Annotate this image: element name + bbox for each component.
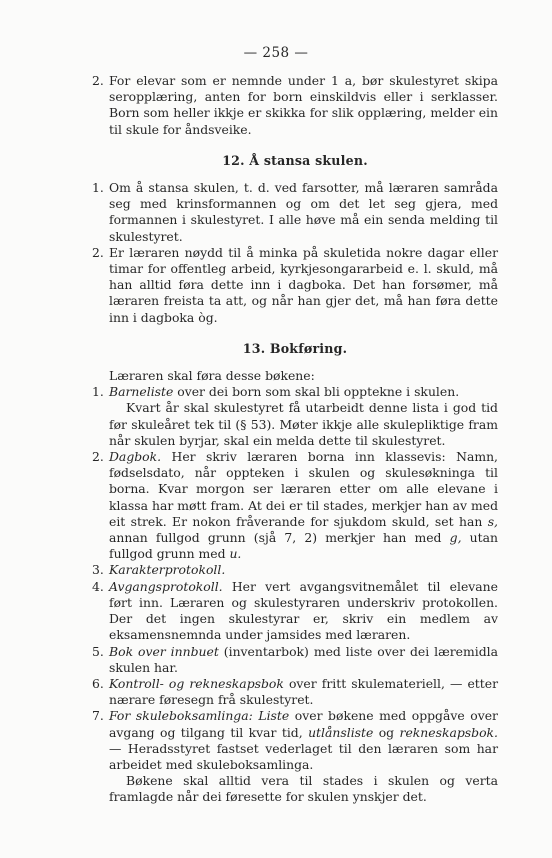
item-text: [109, 644, 498, 676]
list-item: [92, 245, 498, 326]
item-body: over bøkene med oppgåve over avgang og tilgang til kvar tid,: [109, 708, 498, 740]
item-term: Barneliste: [109, 384, 174, 400]
item-body: over fritt skulemateriell, — etter nærare føresegn frå skulestyret.: [109, 675, 498, 708]
item-number: 4.: [92, 578, 104, 594]
item-term: rekneskapsbok.: [399, 724, 498, 740]
item-text: [109, 384, 498, 400]
item-number: 3.: [92, 562, 104, 578]
item-number: 1.: [92, 384, 104, 400]
list-item: [92, 644, 498, 676]
item-number: 7.: [92, 708, 104, 724]
list-item: [92, 579, 498, 644]
item-paragraph: Bøkene skal alltid vera til stades i skulen og verta framlagde når dei føresette for skulen ynskjer det.: [109, 773, 498, 805]
item-text: For elevar som er nemnde under 1 a, bør skulestyret skipa seropplæring, anten for born einskildvis eller i serklasser. Born som heller ikkje er skikka for slik opplæring, melder ein til skule for åndsveike.: [109, 73, 498, 137]
item-body: Her vert avgangsvitnemålet til elevane ført inn. Læraren og skulestyraren underskriv protokollen. Der det ingen skulestyrar er, skriv ein medlem av eksamensnemnda under jamsides med læraren.: [109, 578, 498, 643]
section-heading-13: 13. Bokføring.: [242, 340, 348, 356]
page-number: — 258 —: [243, 45, 309, 61]
list-item: [92, 562, 498, 578]
list-item: [92, 73, 498, 138]
item-text: [109, 579, 498, 644]
item-body: over dei born som skal bli opptekne i skulen.: [173, 384, 460, 400]
list-item: [92, 180, 498, 245]
item-text: [109, 708, 498, 773]
item-term: Avgangsprotokoll.: [109, 578, 223, 594]
item-number: 1.: [92, 180, 104, 196]
item-text: [109, 449, 498, 562]
item-body: og: [373, 724, 400, 740]
section-intro: Læraren skal føra desse bøkene:: [109, 368, 315, 384]
item-number: 6.: [92, 675, 104, 691]
item-term: Dagbok.: [109, 449, 162, 465]
item-body: (inventarbok) med liste over dei læremidla skulen har.: [109, 643, 498, 675]
item-number: 2.: [92, 73, 104, 88]
section-heading-12: 12. Å stansa skulen.: [222, 152, 368, 168]
item-text: [109, 562, 498, 578]
item-number: 2.: [92, 244, 104, 260]
list-item: [92, 708, 498, 805]
item-term: Kontroll- og rekneskapsbok: [109, 675, 284, 691]
item-text: [109, 676, 498, 708]
item-term: Karakterprotokoll.: [109, 562, 226, 578]
item-paragraph: Kvart år skal skulestyret få utarbeidt denne lista i god tid før skuleåret tek til (§ 53). Møter ikkje alle skulepliktige fram når skulen byrjar, skal ein melda dette til skulestyret.: [109, 400, 498, 448]
item-mark: g,: [449, 530, 462, 546]
item-mark: u.: [229, 546, 242, 562]
item-body: annan fullgod grunn (sjå 7, 2) merkjer han med: [109, 530, 450, 546]
list-item: [92, 676, 498, 708]
item-term: For skuleboksamlinga:: [109, 708, 253, 724]
item-body: Her skriv læraren borna inn klassevis: Namn, fødselsdato, når oppteken i skulen og skulesøkninga til borna. Kvar morgon ser læraren etter om alle elevane i klassa har møtt fram. At dei er til stades, merkjer han av med eit strek. Er nokon fråverande for sjukdom skuld, set han: [109, 449, 498, 529]
list-item: [92, 449, 498, 562]
item-number: 5.: [92, 643, 104, 659]
page-content: [92, 73, 498, 806]
item-body: — Heradsstyret fastset vederlaget til den læraren som har arbeidet med skuleboksamlinga.: [109, 740, 498, 772]
item-term: Bok over innbuet: [109, 643, 219, 659]
item-mark: s,: [487, 513, 498, 529]
item-term: Liste: [258, 708, 290, 724]
item-term: utlånsliste: [308, 724, 374, 740]
item-body: utan fullgod grunn med: [109, 530, 498, 562]
item-number: 2.: [92, 449, 104, 465]
item-text: Er læraren nøydd til å minka på skuletida nokre dagar eller timar for offentleg arbeid, kyrkjesongararbeid e. l. skuld, må han alltid føra dette inn i dagboka. Det han forsømer, må læraren freista ta att, og når han gjer det, må han føra dette inn i dagboka òg.: [109, 244, 498, 325]
item-text: Om å stansa skulen, t. d. ved farsotter, må læraren samråda seg med krinsformannen og om det let seg gjera, med formannen i skulestyret. I alle høve må ein senda melding til skulestyret.: [109, 180, 498, 244]
list-item: [92, 384, 498, 449]
